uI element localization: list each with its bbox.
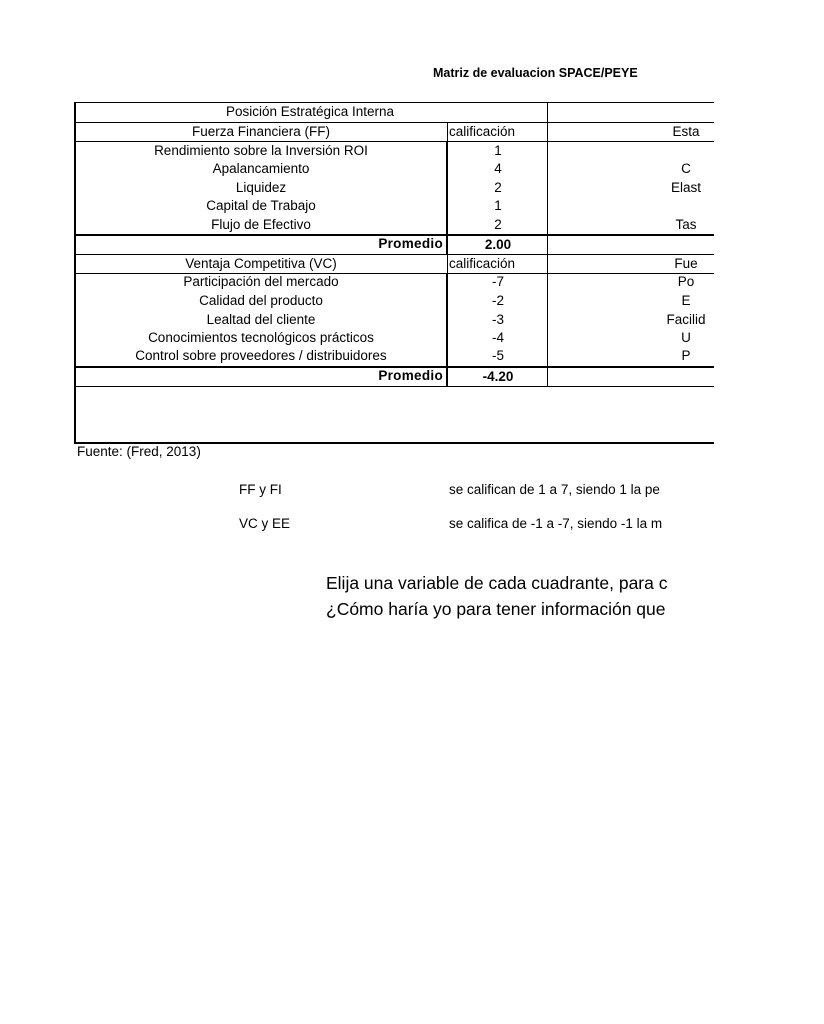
vc-row-label: Participación del mercado	[183, 274, 339, 289]
vc-row-right: U	[681, 330, 691, 345]
ff-average-label: Promedio	[378, 236, 443, 251]
ff-header-label: Fuerza Financiera (FF)	[191, 124, 331, 139]
vc-header-score: calificación	[449, 256, 516, 271]
vc-row-right: Facilid	[666, 312, 706, 327]
source-citation: Fuente: (Fred, 2013)	[77, 444, 201, 459]
vc-row-label: Lealtad del cliente	[206, 312, 316, 327]
ff-row-right: Elast	[670, 180, 701, 195]
vc-row-right: Po	[677, 274, 695, 289]
vc-row-score: -4	[491, 330, 504, 345]
ff-average-value: 2.00	[484, 237, 512, 252]
internal-position-header: Posición Estratégica Interna	[225, 104, 395, 119]
ff-row-label: Apalancamiento	[212, 161, 310, 176]
ff-header-right: Esta	[672, 124, 700, 139]
vc-row-score: -3	[491, 312, 504, 327]
vc-row-score: -2	[491, 293, 504, 308]
ff-row-label: Flujo de Efectivo	[211, 217, 311, 232]
vc-row-label: Control sobre proveedores / distribuidores	[135, 348, 387, 363]
vc-row-right: E	[681, 293, 691, 308]
table-column-divider	[447, 122, 448, 141]
ff-header-score: calificación	[449, 124, 516, 139]
vc-header-right: Fue	[674, 256, 698, 271]
vc-row-label: Calidad del producto	[199, 293, 323, 308]
table-divider	[74, 386, 714, 387]
question-line: ¿Cómo haría yo para tener información que	[326, 599, 666, 619]
vc-header-label: Ventaja Competitiva (VC)	[185, 256, 337, 271]
note-text: se califican de 1 a 7, siendo 1 la pe	[449, 482, 660, 497]
ff-row-right: C	[681, 161, 691, 176]
note-label: VC y EE	[239, 516, 291, 531]
vc-row-score: -7	[491, 274, 504, 289]
vc-row-right: P	[681, 348, 691, 363]
ff-row-label: Capital de Trabajo	[206, 198, 316, 213]
ff-row-score: 4	[494, 161, 502, 176]
vc-row-score: -5	[491, 348, 504, 363]
vc-average-label: Promedio	[378, 368, 443, 383]
table-column-divider	[447, 254, 448, 273]
vc-average-value: -4.20	[482, 369, 514, 384]
ff-row-score: 2	[494, 180, 502, 195]
ff-row-right: Tas	[675, 217, 697, 232]
ff-row-label: Rendimiento sobre la Inversión ROI	[154, 143, 368, 158]
note-label: FF y FI	[239, 482, 282, 497]
ff-row-label: Liquidez	[235, 180, 287, 195]
question-line: Elija una variable de cada cuadrante, para c	[326, 573, 668, 593]
ff-row-score: 1	[494, 198, 502, 213]
ff-row-score: 1	[494, 143, 502, 158]
vc-row-label: Conocimientos tecnológicos prácticos	[148, 330, 374, 345]
note-text: se califica de -1 a -7, siendo -1 la m	[449, 516, 663, 531]
ff-row-score: 2	[494, 217, 502, 232]
document-title: Matriz de evaluacion SPACE/PEYE	[433, 66, 638, 80]
